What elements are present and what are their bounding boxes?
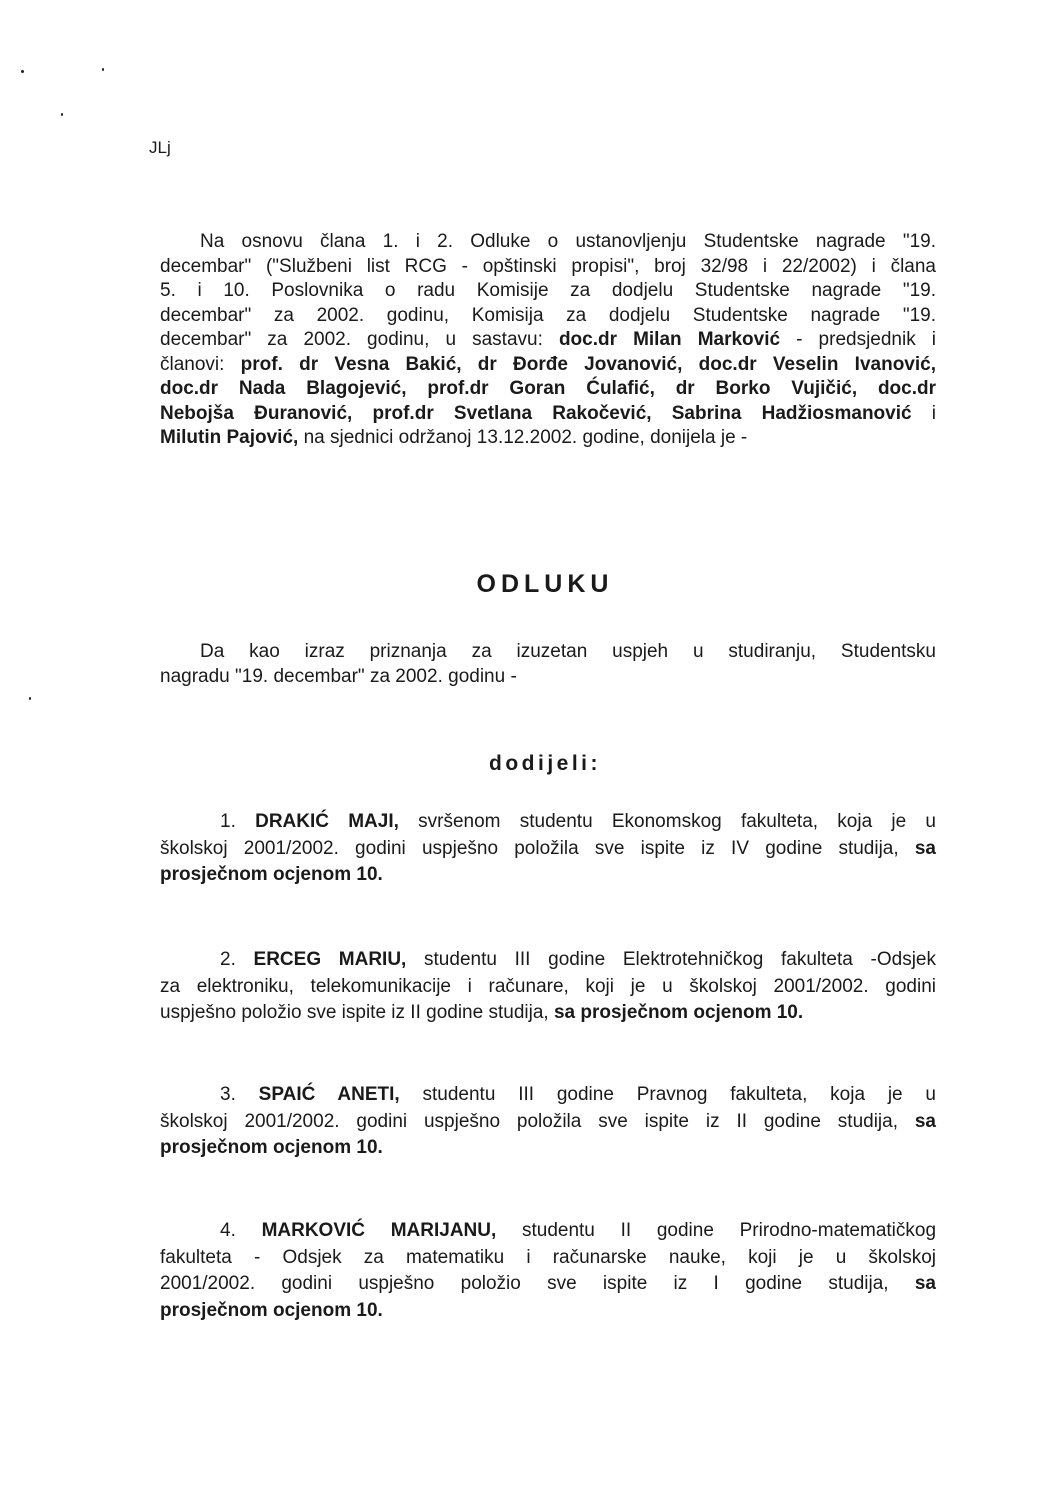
bold-text: SPAIĆ ANETI, <box>258 1084 400 1105</box>
bold-text: prosječnom ocjenom 10. <box>160 1137 383 1158</box>
text: studentu II godine Prirodno-matematičkog <box>496 1220 937 1241</box>
text-line <box>160 836 936 863</box>
text-line <box>160 1082 936 1109</box>
bold-text: doc.dr Nada Blagojević, prof.dr Goran Ćulafić, dr Borko Vujičić, doc.dr <box>160 378 936 399</box>
text-line <box>160 426 936 451</box>
bold-text: prosječnom ocjenom 10. <box>160 864 383 885</box>
text-line <box>160 304 936 329</box>
text-line <box>160 862 936 889</box>
corner-mark: JLj <box>149 138 171 157</box>
bold-text: prof. dr Vesna Bakić, dr Đorđe Jovanović, doc.dr Veselin Ivanović, <box>240 353 936 375</box>
bold-text: prosječnom ocjenom 10. <box>160 1299 383 1321</box>
bold-text: ERCEG MARIU, <box>253 949 407 970</box>
text-line <box>160 1245 936 1272</box>
text: 2. <box>220 949 254 970</box>
text-line <box>160 640 936 665</box>
text-line <box>160 230 936 255</box>
text: 4. <box>220 1220 262 1241</box>
text: uspješno položio sve ispite iz II godine studija, <box>160 1002 554 1023</box>
text: decembar" ("Službeni list RCG - opštinski propisi", broj 32/98 i 22/2002) i člana <box>160 255 936 277</box>
text-line <box>160 377 936 402</box>
text-line <box>160 402 936 427</box>
text: Na osnovu člana 1. i 2. Odluke o ustanovljenju Studentske nagrade "19. <box>200 231 936 252</box>
text: 1. <box>220 811 256 832</box>
bold-text: sa <box>914 837 936 859</box>
document-title: ODLUKU <box>476 570 614 598</box>
text-line <box>160 1135 936 1162</box>
text: za elektroniku, telekomunikacije i računare, koji je u školskoj 2001/2002. godini <box>160 975 936 997</box>
text-line <box>160 1109 936 1136</box>
text: - predsjednik i <box>780 329 937 350</box>
text: na sjednici održanoj 13.12.2002. godine, donijela je - <box>298 427 748 448</box>
text: 2001/2002. godini uspješno položio sve ispite iz I godine studija, <box>160 1273 915 1294</box>
text-line <box>160 1218 936 1245</box>
text: decembar" za 2002. godinu, u sastavu: <box>160 329 559 350</box>
award-item <box>160 1082 936 1162</box>
bold-text: sa <box>914 1110 936 1132</box>
text-line <box>160 947 936 974</box>
text-line <box>160 974 936 1001</box>
text: studentu III godine Elektrotehničkog fakulteta -Odsjek <box>406 949 936 970</box>
scan-speck <box>61 113 63 116</box>
award-item <box>160 947 936 1027</box>
bold-text: doc.dr Milan Marković <box>558 329 781 350</box>
text: i <box>911 402 936 424</box>
text: školskoj 2001/2002. godini uspješno položila sve ispite iz II godine studija, <box>160 1110 915 1132</box>
text-line <box>160 328 936 353</box>
text: školskoj 2001/2002. godini uspješno položila sve ispite iz IV godine studija, <box>160 837 915 859</box>
award-item <box>160 1218 936 1324</box>
text: fakulteta - Odsjek za matematiku i računarske nauke, koji je u školskoj <box>160 1246 936 1268</box>
bold-text: MARKOVIĆ MARIJANU, <box>261 1220 497 1241</box>
bold-text: Milutin Pajović, <box>160 427 299 448</box>
text-line <box>160 809 936 836</box>
bold-text: DRAKIĆ MAJI, <box>255 811 399 832</box>
text-line <box>160 255 936 280</box>
text-line <box>160 279 936 304</box>
scan-speck <box>102 68 104 71</box>
scan-speck <box>29 697 31 700</box>
text-line <box>160 665 936 690</box>
text: 3. <box>220 1084 259 1105</box>
text: studentu III godine Pravnog fakulteta, koja je u <box>399 1084 936 1105</box>
bold-text: Nebojša Đuranović, prof.dr Svetlana Rakočević, Sabrina Hadžiosmanović <box>160 402 912 424</box>
text-line <box>160 1271 936 1298</box>
text: svršenom studentu Ekonomskog fakulteta, koja je u <box>398 811 936 832</box>
scan-speck <box>21 70 24 73</box>
decision-intro-paragraph <box>160 640 936 689</box>
text: članovi: <box>160 353 241 375</box>
section-heading: dodijeli: <box>489 752 601 775</box>
text: Da kao izraz priznanja za izuzetan uspjeh u studiranju, Studentsku <box>200 641 936 662</box>
text-line <box>160 1000 936 1027</box>
text-line <box>160 353 936 378</box>
text: nagradu "19. decembar" za 2002. godinu - <box>160 665 517 687</box>
bold-text: sa prosječnom ocjenom 10. <box>553 1002 804 1023</box>
text: 5. i 10. Poslovnika o radu Komisije za dodjelu Studentske nagrade "19. <box>160 280 936 301</box>
text-line <box>160 1298 936 1325</box>
text: decembar" za 2002. godinu, Komisija za dodjelu Studentske nagrade "19. <box>160 304 936 326</box>
award-item <box>160 809 936 889</box>
bold-text: sa <box>914 1273 936 1294</box>
preamble-paragraph <box>160 230 936 451</box>
